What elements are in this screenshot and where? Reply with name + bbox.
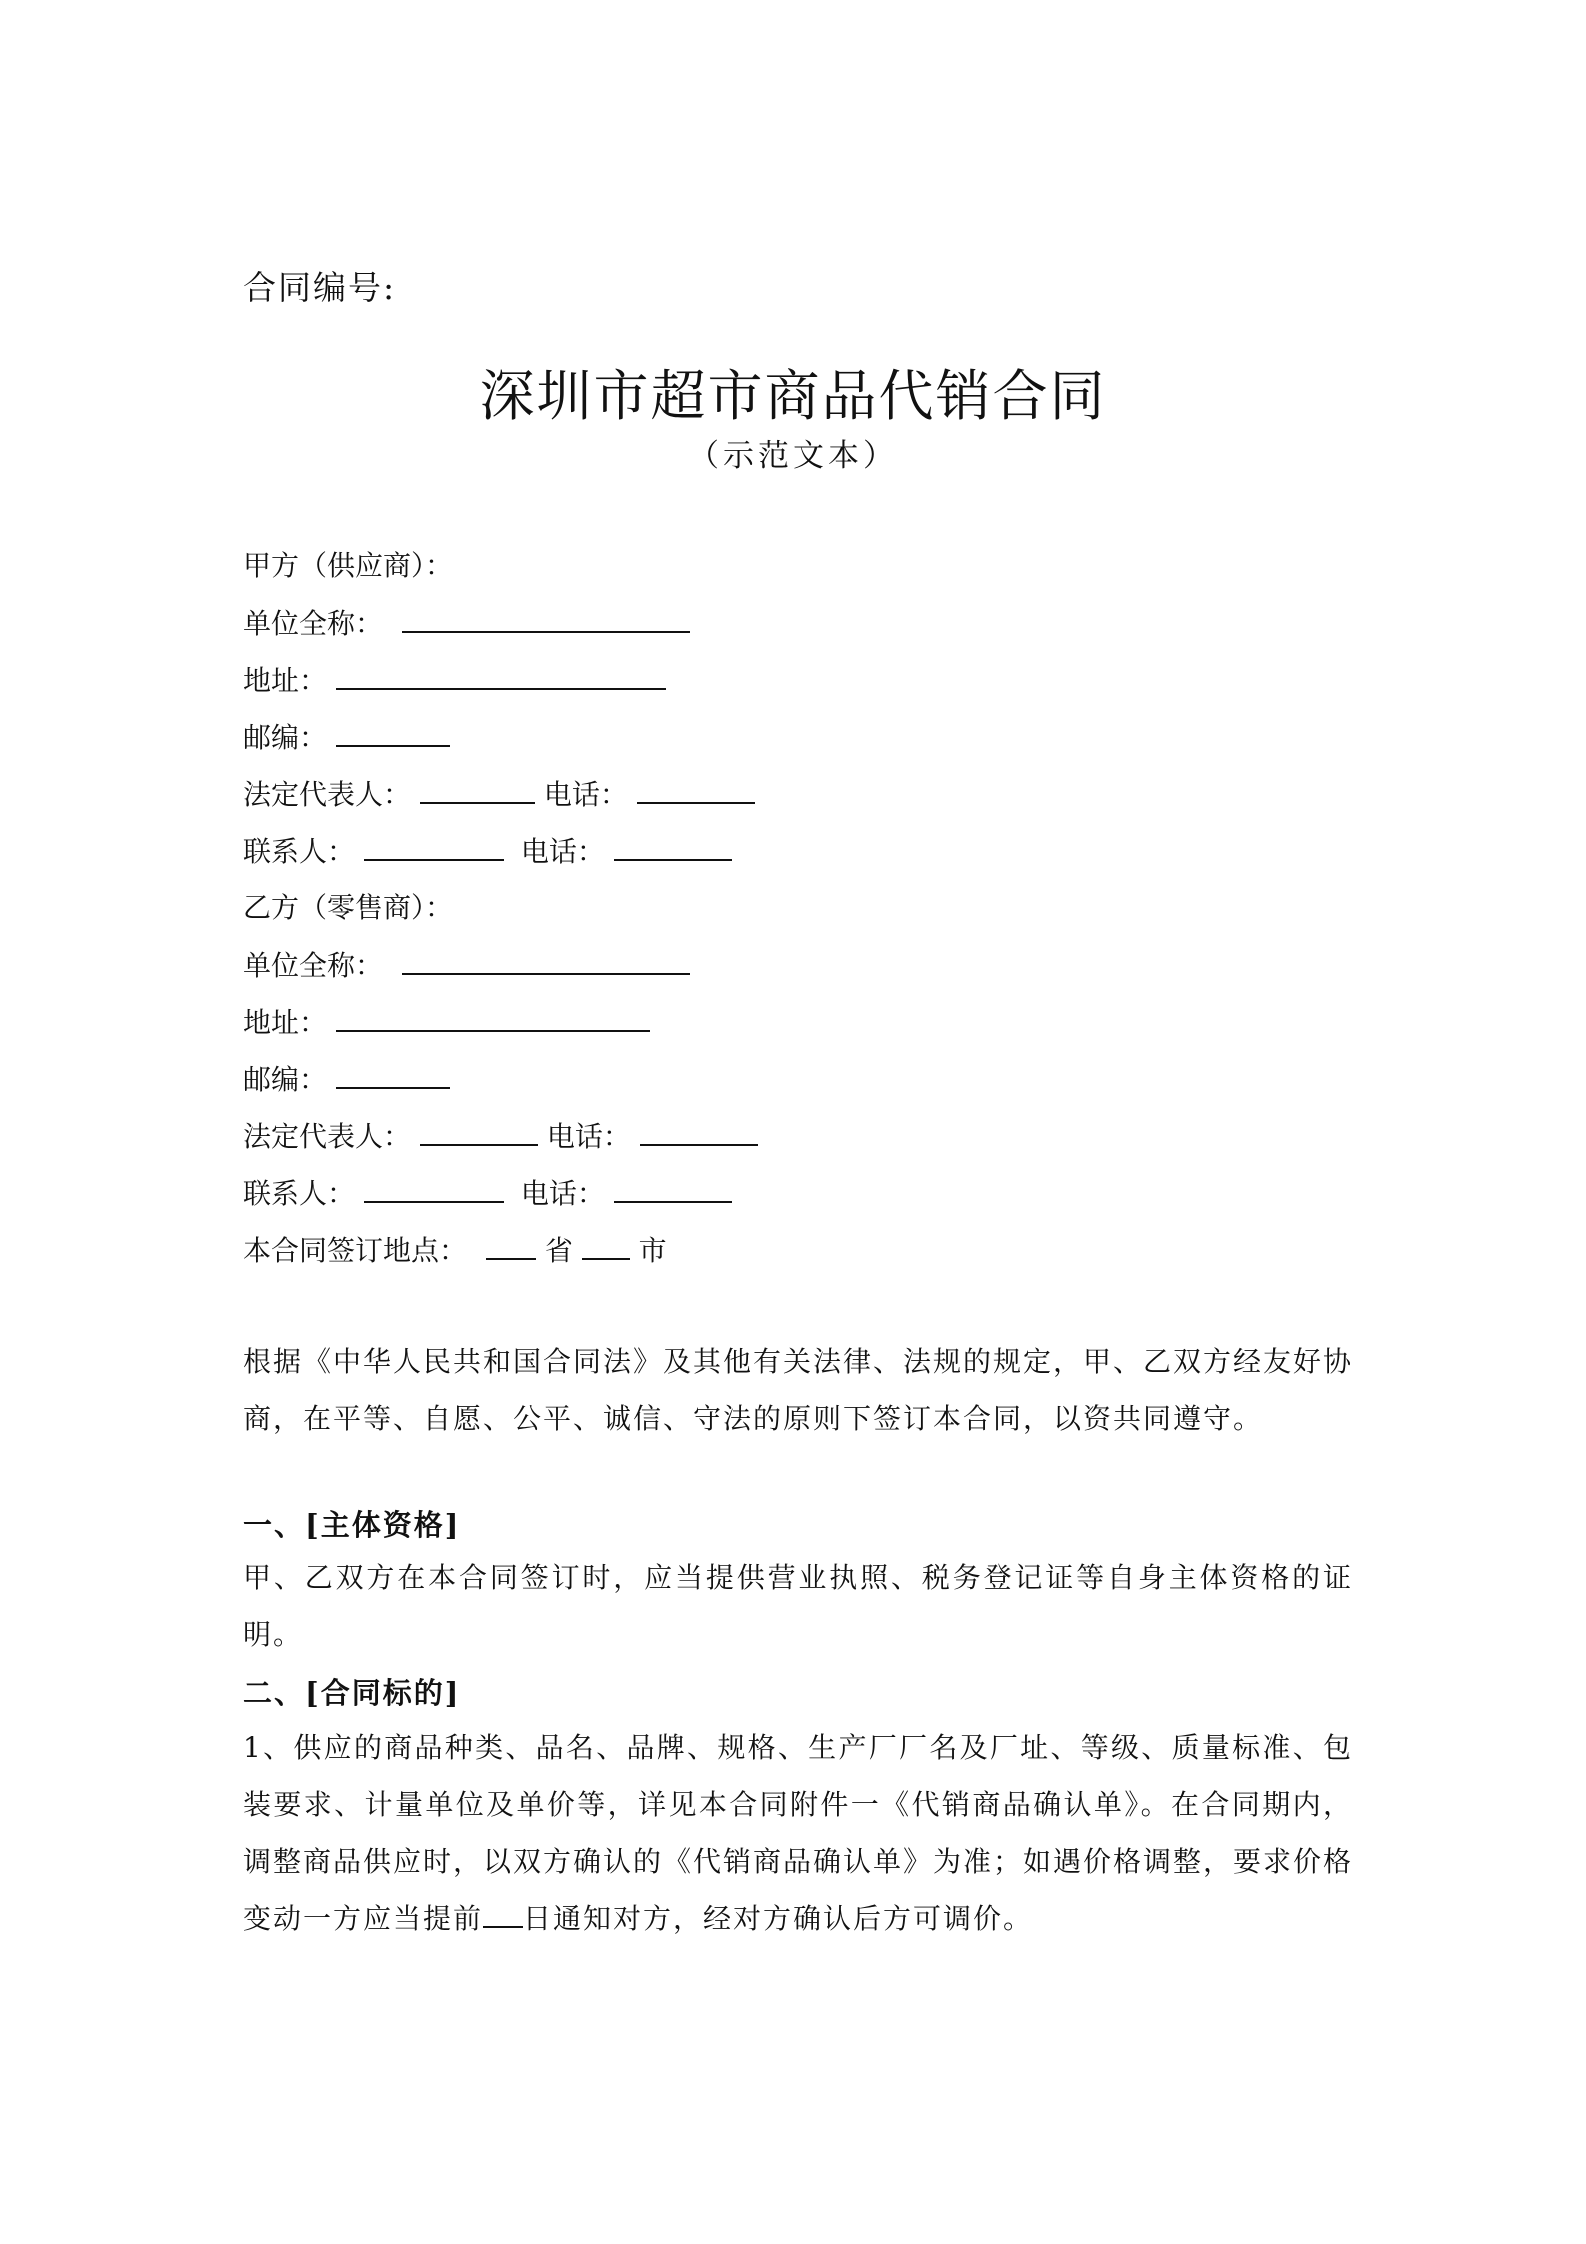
party-b-heading: 乙方（零售商）： [243, 891, 454, 924]
party-a-name-blank[interactable] [402, 603, 690, 633]
party-b-contact-blank[interactable] [364, 1173, 504, 1203]
signing-place-field [243, 1230, 667, 1270]
party-b-address-field [243, 1002, 650, 1042]
party-b-name-field [243, 945, 690, 985]
party-b-address-blank[interactable] [336, 1002, 650, 1032]
party-a-legal-rep-phone-label: 电话： [543, 778, 628, 811]
party-b-legal-rep-label: 法定代表人： [243, 1120, 412, 1153]
preamble-paragraph: 根据《中华人民共和国合同法》及其他有关法律、法规的规定，甲、乙双方经友好协商，在平等、自愿、公平、诚信、守法的原则下签订本合同，以资共同遵守。 [243, 1345, 1354, 1435]
signing-province-blank[interactable] [486, 1230, 536, 1260]
section-2-body [243, 1719, 1353, 1947]
party-a-postcode-label: 邮编： [243, 721, 328, 754]
party-b-name-label: 单位全称： [243, 949, 384, 982]
party-b-address-label: 地址： [243, 1006, 328, 1039]
party-b-name-blank[interactable] [402, 945, 690, 975]
party-b-legal-rep-blank[interactable] [420, 1116, 538, 1146]
party-a-address-blank[interactable] [336, 660, 666, 690]
party-b-contact-phone-label: 电话： [520, 1177, 605, 1210]
section-1-body: 甲、乙双方在本合同签订时，应当提供营业执照、税务登记证等自身主体资格的证明。 [243, 1561, 1353, 1651]
party-b-contact-label: 联系人： [243, 1177, 356, 1210]
contract-number-label: 合同编号: [243, 268, 397, 307]
section-2-body-part-1: 1、供应的商品种类、品名、品牌、规格、生产厂厂名及厂址、等级、质量标准、包装要求、计量单位及单价等，详见本合同附件一《代销商品确认单》。在合同期内，调整商品供应时，以双方确认的《代销商品确认单》为准；如遇价格调整，要求价格变动一方应当提前 [243, 1731, 1354, 1935]
party-b-legal-rep-phone-blank[interactable] [640, 1116, 758, 1146]
party-a-legal-rep-phone-blank[interactable] [637, 774, 755, 804]
party-b-contact-phone-blank[interactable] [614, 1173, 732, 1203]
party-a-legal-rep-field [243, 774, 755, 814]
party-a-contact-blank[interactable] [364, 831, 504, 861]
document-title: 深圳市超市商品代销合同 [479, 364, 1107, 428]
signing-city-blank[interactable] [582, 1230, 630, 1260]
party-a-contact-phone-label: 电话： [520, 835, 605, 868]
document-subtitle: （示范文本） [688, 438, 898, 474]
party-b-postcode-label: 邮编： [243, 1063, 328, 1096]
party-a-heading: 甲方（供应商）： [243, 549, 454, 582]
section-2-body-part-2: 日通知对方，经对方确认后方可调价。 [523, 1902, 1034, 1935]
party-a-legal-rep-label: 法定代表人： [243, 778, 412, 811]
party-a-contact-phone-blank[interactable] [614, 831, 732, 861]
party-a-postcode-blank[interactable] [336, 717, 450, 747]
party-a-contact-label: 联系人： [243, 835, 356, 868]
signing-place-label: 本合同签订地点： [243, 1234, 468, 1267]
party-a-name-label: 单位全称： [243, 607, 384, 640]
section-1-heading: 一、[主体资格] [243, 1508, 461, 1542]
party-b-legal-rep-field [243, 1116, 758, 1156]
notice-days-blank[interactable] [483, 1902, 523, 1928]
party-b-contact-field [243, 1173, 732, 1213]
party-a-name-field [243, 603, 690, 643]
party-a-legal-rep-blank[interactable] [420, 774, 535, 804]
party-b-postcode-blank[interactable] [336, 1059, 450, 1089]
party-b-postcode-field [243, 1059, 450, 1099]
party-a-address-label: 地址： [243, 664, 328, 697]
signing-city-label: 市 [638, 1234, 667, 1267]
party-a-address-field [243, 660, 666, 700]
party-a-postcode-field [243, 717, 450, 757]
signing-province-label: 省 [544, 1234, 573, 1267]
party-a-contact-field [243, 831, 732, 871]
party-b-legal-rep-phone-label: 电话： [546, 1120, 631, 1153]
section-2-heading: 二、[合同标的] [243, 1676, 461, 1710]
